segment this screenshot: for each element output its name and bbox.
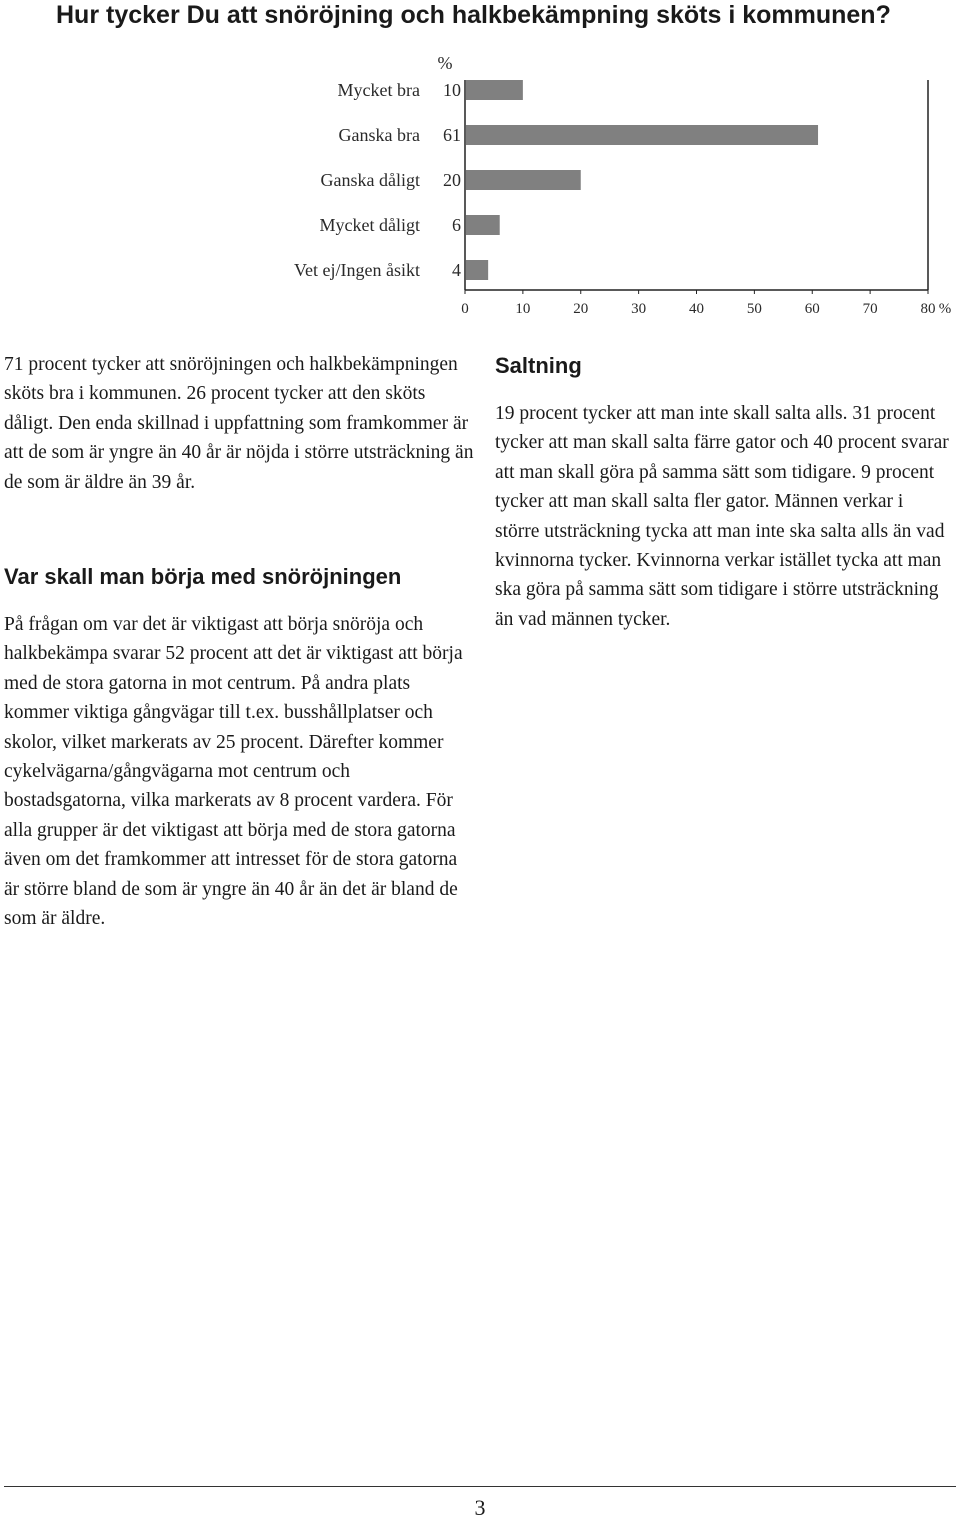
- x-tick-label: 30: [631, 301, 647, 317]
- category-label: Ganska dåligt: [320, 170, 420, 190]
- value-label: 6: [452, 215, 461, 235]
- saltning-text: 19 procent tycker att man inte skall salta alls. 31 procent tycker att man skall salta färre gator och 40 procent svarar att man skall göra på samma sätt som tidigare. 9 procent tycker att man skall salta fler gator. Männen verkar i större utsträckning tycka att man inte ska salta alls än vad kvinnorna tycker. Kvinnorna verkar istället tycka att man ska göra på samma sätt som tidigare i större utsträckning än vad männen tycker.: [495, 403, 949, 630]
- section-heading-saltning: Saltning: [495, 353, 582, 378]
- x-tick-label: 0: [461, 301, 469, 317]
- page-number: 3: [474, 1495, 486, 1520]
- value-label: 20: [443, 170, 461, 190]
- bar: [466, 260, 488, 280]
- x-tick-label: 80: [920, 301, 936, 317]
- bar: [466, 170, 581, 190]
- intro-paragraph: [4, 350, 474, 497]
- snorojning-text: På frågan om var det är viktigast att börja snöröja och halkbekämpa svarar 52 procent att det är viktigast att börja med de stora gatorna in mot centrum. På andra plats kommer viktiga gångvägar till t.ex. busshållplatser och skolor, vilket markerats av 25 procent. Därefter kommer cykelvägarna/gångvägarna mot centrum och bostadsgatorna, vilka markerats av 8 procent vardera. För alla grupper är det viktigast att börja med de stora gatorna även om det framkommer att intresset för de stora gatorna är större bland de som är yngre än 40 år än det är bland de som är äldre.: [4, 614, 463, 930]
- bar: [466, 80, 523, 100]
- footer-rule: [4, 1486, 956, 1487]
- bar: [466, 125, 818, 145]
- snorojning-paragraph: [4, 610, 474, 933]
- bar: [466, 215, 500, 235]
- intro-text: 71 procent tycker att snöröjningen och halkbekämpningen sköts bra i kommunen. 26 procent tycker att den sköts dåligt. Den enda skillnad i uppfattning som framkommer är att de som är yngre än 40 år är nöjda i större utsträckning än de som är äldre än 39 år.: [4, 354, 474, 493]
- x-tick-label: 40: [689, 301, 704, 317]
- x-tick-label: 60: [804, 301, 820, 317]
- x-tick-label: 50: [746, 301, 762, 317]
- x-tick-label: 70: [862, 301, 878, 317]
- category-label: Mycket dåligt: [319, 215, 420, 235]
- value-label: 4: [452, 260, 461, 280]
- value-label: 61: [443, 125, 461, 145]
- page-title: Hur tycker Du att snöröjning och halkbekämpning sköts i kommunen?: [56, 1, 891, 29]
- value-label: 10: [443, 80, 461, 100]
- section-heading-snorojning: Var skall man börja med snöröjningen: [4, 564, 402, 589]
- x-axis-unit: %: [938, 301, 952, 317]
- category-label: Mycket bra: [337, 80, 420, 100]
- x-tick-label: 10: [515, 301, 531, 317]
- category-label: Vet ej/Ingen åsikt: [294, 260, 420, 280]
- saltning-paragraph: [495, 399, 950, 634]
- x-tick-label: 20: [573, 301, 589, 317]
- category-label: Ganska bra: [338, 125, 420, 145]
- bar-chart: [0, 40, 960, 330]
- chart-unit-label: %: [437, 53, 453, 73]
